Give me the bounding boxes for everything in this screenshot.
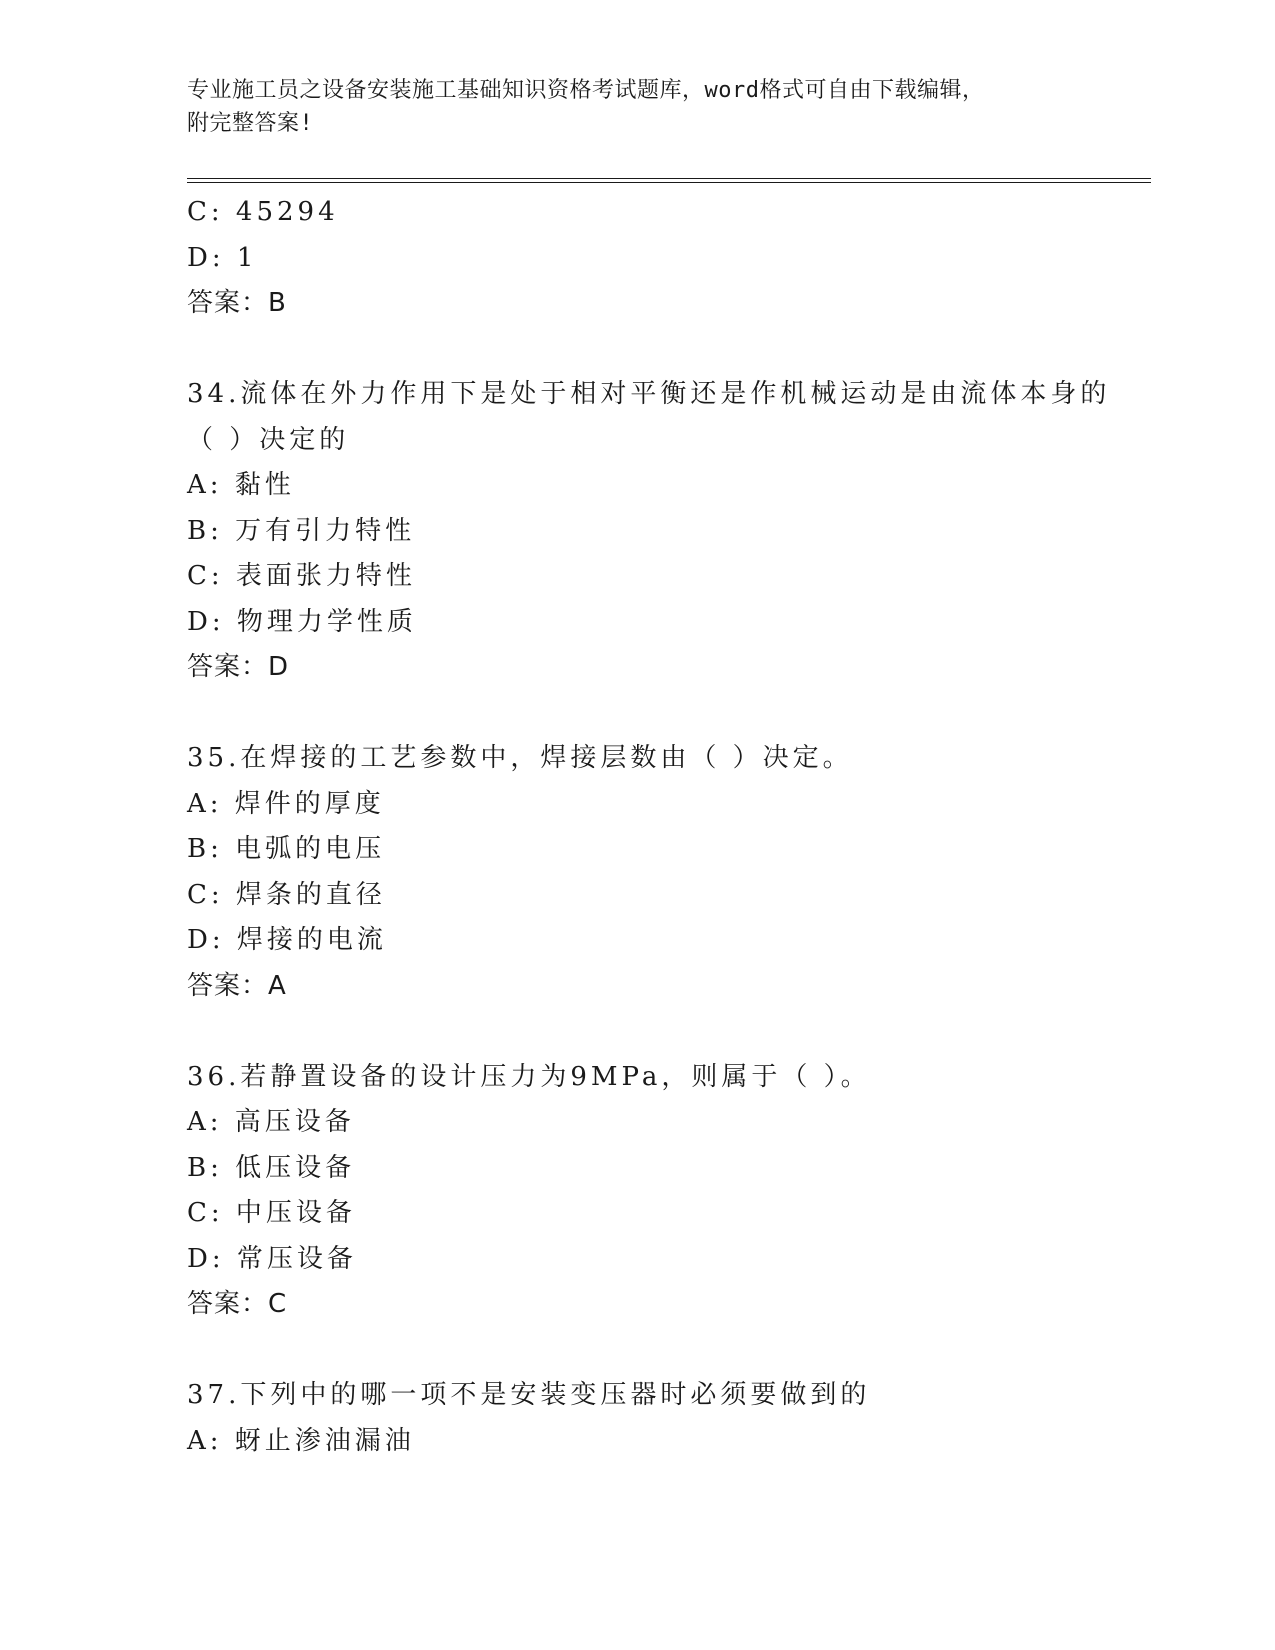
question-stem: （ ）决定的 <box>187 424 350 455</box>
option-c: C: 45294 <box>187 197 339 227</box>
option-d: D: 焊接的电流 <box>187 925 387 955</box>
option-d: D: 常压设备 <box>187 1243 357 1274</box>
question-stem: 34.流体在外力作用下是处于相对平衡还是作机械运动是由流体本身的 <box>187 379 1111 409</box>
question-37 <box>187 1373 1147 1464</box>
answer-line: 答案：B <box>187 288 287 318</box>
option-a: A: 蚜止渗油漏油 <box>187 1425 415 1456</box>
document-header <box>187 74 1067 140</box>
question-stem: 36.若静置设备的设计压力为9MPa，则属于（ ）。 <box>187 1061 871 1092</box>
option-c: C: 表面张力特性 <box>187 561 416 591</box>
option-a: A: 黏性 <box>187 470 295 500</box>
option-a: A: 高压设备 <box>187 1107 355 1137</box>
header-title-line-2: 附完整答案! <box>187 111 314 136</box>
answer-line: 答案：C <box>187 1289 288 1319</box>
option-b: B: 低压设备 <box>187 1152 356 1183</box>
answer-line: 答案：D <box>187 652 290 682</box>
option-a: A: 焊件的厚度 <box>187 788 385 819</box>
question-spacer <box>187 1009 1147 1055</box>
question-spacer <box>187 691 1147 737</box>
question-stem: 37.下列中的哪一项不是安装变压器时必须要做到的 <box>187 1380 871 1410</box>
question-36 <box>187 1055 1147 1328</box>
answer-line: 答案：A <box>187 970 287 1001</box>
carryover-question <box>187 190 1147 327</box>
header-title-line-1: 专业施工员之设备安装施工基础知识资格考试题库，word格式可自由下载编辑， <box>187 78 985 103</box>
question-list <box>187 190 1147 1464</box>
option-c: C: 焊条的直径 <box>187 879 386 910</box>
question-35 <box>187 736 1147 1009</box>
option-b: B: 电弧的电压 <box>187 834 386 864</box>
option-d: D: 1 <box>187 242 258 273</box>
header-divider <box>187 178 1151 183</box>
question-34 <box>187 372 1147 691</box>
question-stem: 35.在焊接的工艺参数中，焊接层数由（ ）决定。 <box>187 743 853 773</box>
question-spacer <box>187 1328 1147 1374</box>
option-c: C: 中压设备 <box>187 1198 356 1228</box>
option-b: B: 万有引力特性 <box>187 515 416 546</box>
question-spacer <box>187 327 1147 373</box>
option-d: D: 物理力学性质 <box>187 606 417 637</box>
